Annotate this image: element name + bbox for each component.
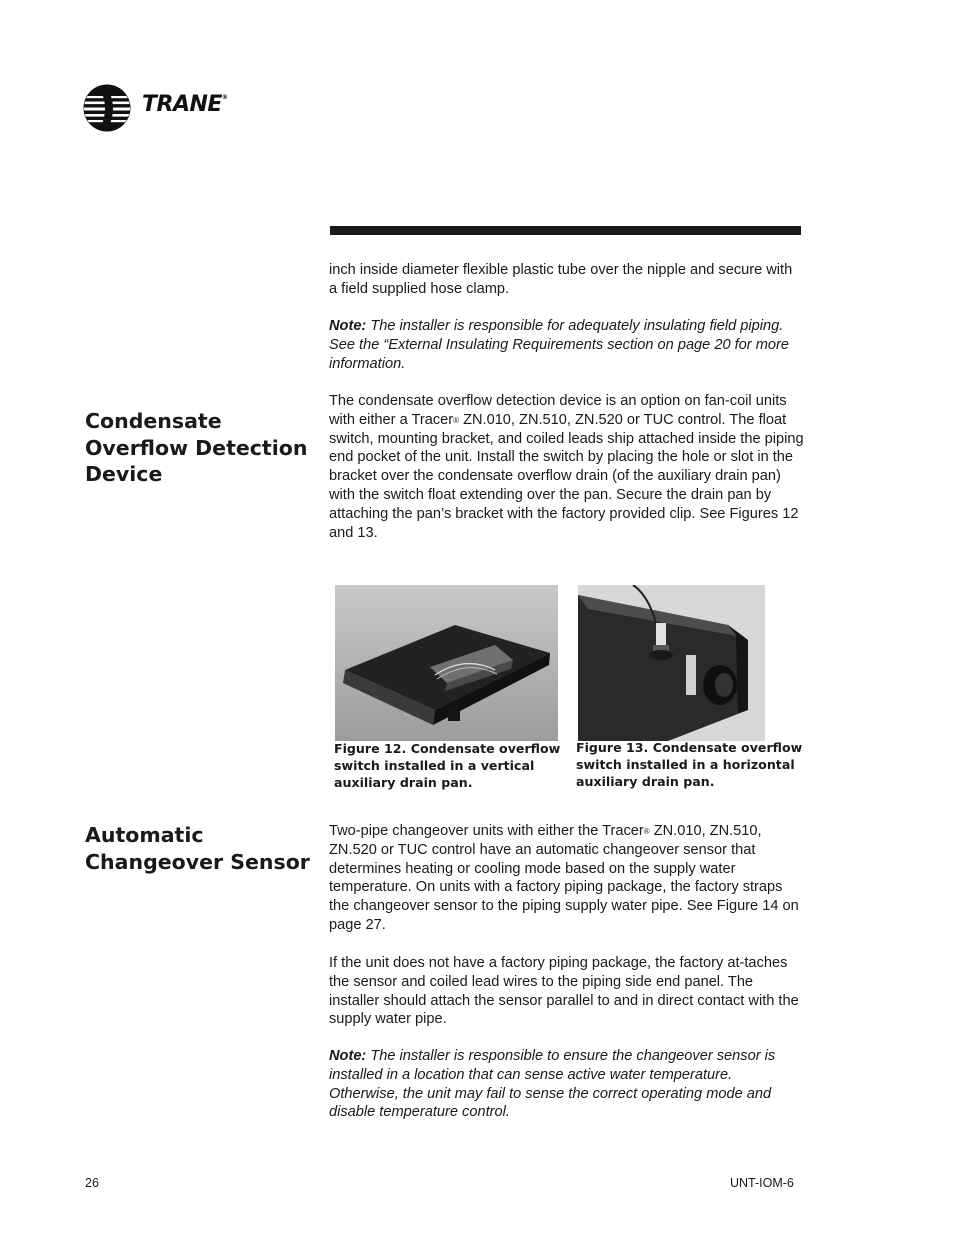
figure-13-caption: Figure 13. Condensate overflow switch installed in a horizontal auxiliary drain pan. (576, 740, 803, 789)
heading-condensate-overflow: Condensate Overflow Detection Device (85, 409, 308, 486)
note-insulating: Note: The installer is responsible for adequately insulating field piping. See the “External Insulating Requirements section on page 20 for more information. (329, 318, 789, 372)
document-id: UNT-IOM-6 (730, 1176, 794, 1190)
paragraph-condensate-device: The condensate overflow detection device is an option on fan-coil units with either a Tracer® ZN.010, ZN.510, ZN.520 or TUC control. The float switch, mounting bracket, and coiled leads ship attached inside the piping end pocket of the unit. Install the switch by placing the hole or slot in the bracket over the condensate overflow drain (of the auxiliary drain pan) with the switch float extending over the pan. Secure the drain pan by attaching the pan’s bracket with the factory provided clip. See Figures 12 and 13. (329, 393, 804, 541)
figure-12-photo (335, 585, 558, 741)
paragraph-tube: inch inside diameter flexible plastic tube over the nipple and secure with a field supplied hose clamp. (329, 262, 793, 297)
paragraph-changeover-sensor: Two-pipe changeover units with either the Tracer® ZN.010, ZN.510, ZN.520 or TUC control have an automatic changeover sensor that determines heating or cooling mode based on the supply water temperature. On units with a factory piping package, the factory straps the changeover sensor to the piping supply water pipe. See Figure 14 on page 27. (329, 823, 799, 933)
paragraph-no-piping-package: If the unit does not have a factory piping package, the factory at-taches the sensor and coiled lead wires to the piping side end panel. The installer should attach the sensor parallel to and in direct contact with the supply water pipe. (329, 955, 799, 1028)
page-number: 26 (85, 1176, 99, 1190)
logo-wordmark: TRANE® (142, 92, 228, 117)
figure-12-caption: Figure 12. Condensate overflow switch installed in a vertical auxiliary drain pan. (334, 741, 561, 790)
figure-13-photo (578, 585, 765, 741)
heading-automatic-changeover: Automatic Changeover Sensor (85, 823, 310, 874)
section-rule (330, 226, 801, 235)
note-changeover-location: Note: The installer is responsible to ensure the changeover sensor is installed in a location that can sense active water temperature. Otherwise, the unit may fail to sense the correct operating mode and disable temperature control. (329, 1048, 776, 1121)
